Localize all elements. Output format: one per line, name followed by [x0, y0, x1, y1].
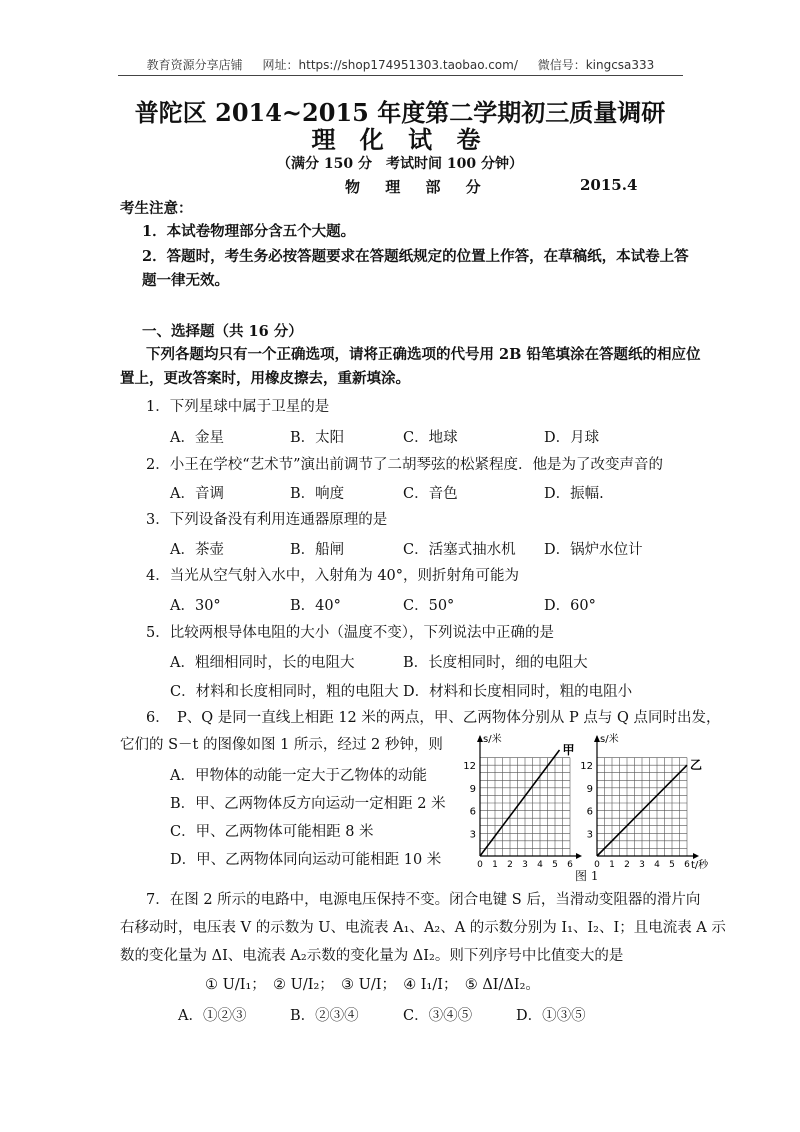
y-tick-label: 3 — [469, 829, 476, 841]
q5-option-d: D．材料和长度相同时，粗的电阻小 — [403, 684, 633, 700]
notice-item-2a: 2．答题时，考生务必按答题要求在答题纸规定的位置上作答，在草稿纸，本试卷上答 — [142, 248, 689, 265]
q2-option-b: B．响度 — [290, 486, 345, 502]
exam-subject: 理 化 试 卷 — [311, 125, 489, 154]
y-tick-label: 9 — [586, 783, 593, 795]
q1-option-c: C．地球 — [403, 430, 458, 446]
figure-1-caption: 图 1 — [575, 869, 599, 883]
x-tick-label: 0 — [477, 860, 483, 870]
q2-option-c: C．音色 — [403, 486, 458, 502]
x-axis-arrow — [576, 853, 582, 859]
q4-option-c: C．50° — [403, 598, 455, 614]
q7-option-c: C．③④⑤ — [403, 1008, 473, 1024]
exam-date: 2015.4 — [580, 176, 638, 194]
q4-option-a: A．30° — [170, 598, 221, 614]
x-tick-label: 2 — [624, 860, 630, 870]
q6-option-c: C．甲、乙两物体可能相距 8 米 — [170, 824, 374, 840]
series-name: 甲 — [562, 743, 575, 757]
x-tick-label: 2 — [507, 860, 513, 870]
q4-stem: 4．当光从空气射入水中，入射角为 40°，则折射角可能为 — [146, 568, 520, 584]
q6-option-d: D．甲、乙两物体同向运动可能相距 10 米 — [170, 852, 442, 868]
q3-option-b: B．船闸 — [290, 542, 345, 558]
x-axis-label: t/秒 — [691, 860, 709, 871]
exam-title: 普陀区 2014~2015 年度第二学期初三质量调研 — [134, 98, 666, 127]
y-axis-label: s/米 — [483, 734, 502, 745]
x-tick-label: 3 — [639, 860, 645, 870]
x-tick-label: 1 — [609, 860, 615, 870]
exam-info: （满分 150 分 考试时间 100 分钟） — [277, 156, 523, 172]
section-instruction-1: 下列各题均只有一个正确选项，请将正确选项的代号用 2B 铅笔填涂在答题纸的相应位 — [146, 346, 701, 363]
notice-heading: 考生注意： — [120, 200, 193, 217]
q5-option-a: A．粗细相同时，长的电阻大 — [170, 655, 355, 671]
figure-1 — [455, 728, 725, 884]
q5-option-c: C．材料和长度相同时，粗的电阻大 — [170, 684, 399, 700]
x-tick-label: 4 — [537, 860, 543, 870]
section-instruction-2: 置上，更改答案时，用橡皮擦去，重新填涂。 — [120, 370, 410, 387]
y-tick-label: 9 — [469, 783, 476, 795]
q4-option-b: B．40° — [290, 598, 341, 614]
x-tick-label: 0 — [594, 860, 600, 870]
page-header — [118, 56, 683, 73]
q6-option-b: B．甲、乙两物体反方向运动一定相距 2 米 — [170, 796, 446, 812]
x-tick-label: 3 — [522, 860, 528, 870]
q1-option-a: A．金星 — [170, 430, 224, 446]
x-tick-label: 4 — [654, 860, 660, 870]
q6-option-a: A．甲物体的动能一定大于乙物体的动能 — [170, 768, 427, 784]
y-tick-label: 6 — [469, 806, 476, 818]
header-divider — [118, 75, 683, 76]
y-tick-label: 3 — [586, 829, 593, 841]
q7-option-a: A．①②③ — [178, 1008, 247, 1024]
st-graphs — [455, 728, 725, 880]
header-url: 网址：https://shop174951303.taobao.com/ — [262, 58, 518, 72]
q3-option-d: D．锅炉水位计 — [544, 542, 643, 558]
q7-line-1: 7．在图 2 所示的电路中，电源电压保持不变。闭合电键 S 后，当滑动变阻器的滑片向 — [146, 892, 701, 908]
y-tick-label: 12 — [463, 761, 476, 773]
y-tick-label: 12 — [580, 761, 593, 773]
q7-line-2: 右移动时，电压表 V 的示数为 U、电流表 A₁、A₂、A 的示数分别为 I₁、I₂、I；且电流表 A 示 — [120, 920, 726, 936]
y-tick-label: 6 — [586, 806, 593, 818]
q1-option-d: D．月球 — [544, 430, 600, 446]
y-axis-label: s/米 — [600, 734, 619, 745]
q3-option-a: A．茶壶 — [170, 542, 224, 558]
q1-option-b: B．太阳 — [290, 430, 345, 446]
q6-stem-2: 它们的 S－t 的图像如图 1 所示，经过 2 秒钟，则 — [120, 737, 443, 753]
q7-ratio-items: ① U/I₁； ② U/I₂； ③ U/I； ④ I₁/I； ⑤ ΔI/ΔI₂。 — [205, 977, 540, 993]
series-name: 乙 — [690, 758, 703, 773]
q7-option-d: D．①③⑤ — [516, 1008, 586, 1024]
q3-option-c: C．活塞式抽水机 — [403, 542, 516, 558]
q4-option-d: D．60° — [544, 598, 596, 614]
q6-stem-1: 6． P、Q 是同一直线上相距 12 米的两点，甲、乙两物体分别从 P 点与 Q 点同时出发， — [146, 710, 721, 726]
notice-item-2b: 题一律无效。 — [142, 272, 229, 289]
q5-stem: 5．比较两根导体电阻的大小（温度不变），下列说法中正确的是 — [146, 625, 554, 641]
q3-stem: 3．下列设备没有利用连通器原理的是 — [146, 512, 388, 528]
notice-item-1: 1．本试卷物理部分含五个大题。 — [142, 223, 356, 240]
q2-option-d: D．振幅. — [544, 486, 604, 502]
header-shop: 教育资源分享店铺 — [146, 58, 243, 72]
q2-stem: 2．小王在学校“艺术节”演出前调节了二胡琴弦的松紧程度．他是为了改变声音的 — [146, 457, 664, 473]
q7-line-3: 数的变化量为 ΔI、电流表 A₂示数的变化量为 ΔI₂。则下列序号中比值变大的是 — [120, 948, 624, 964]
x-tick-label: 6 — [684, 860, 690, 870]
x-tick-label: 6 — [567, 860, 573, 870]
x-tick-label: 1 — [492, 860, 498, 870]
q2-option-a: A．音调 — [170, 486, 224, 502]
q1-stem: 1．下列星球中属于卫星的是 — [146, 399, 330, 415]
header-wechat: 微信号：kingcsa333 — [537, 58, 655, 72]
q7-option-b: B．②③④ — [290, 1008, 359, 1024]
x-tick-label: 5 — [669, 860, 675, 870]
x-tick-label: 5 — [552, 860, 558, 870]
x-axis-arrow — [693, 853, 699, 859]
section-heading: 一、选择题（共 16 分） — [142, 323, 303, 340]
part-label: 物 理 部 分 — [345, 178, 491, 196]
q5-option-b: B．长度相同时，细的电阻大 — [403, 655, 588, 671]
